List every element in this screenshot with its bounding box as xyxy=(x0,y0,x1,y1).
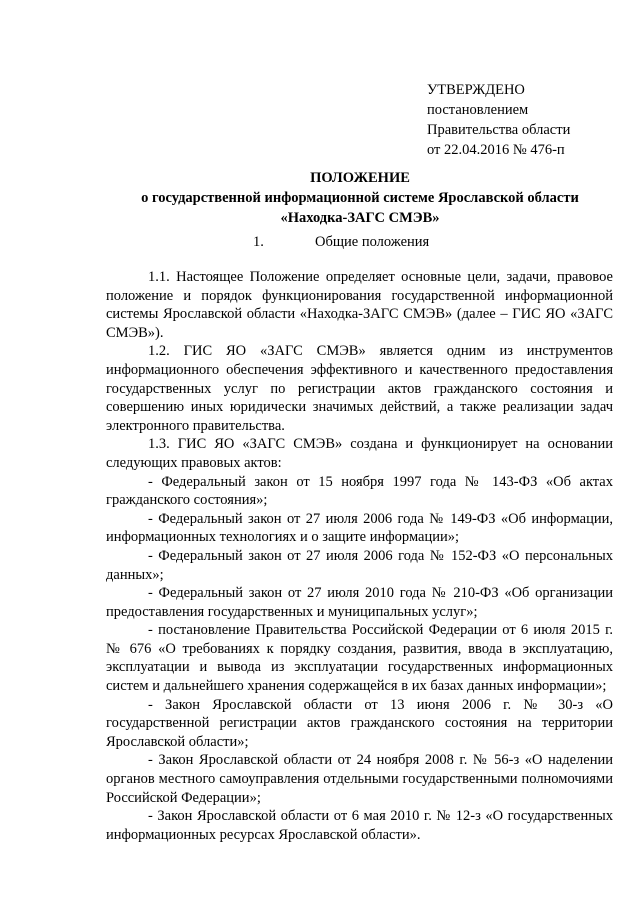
approval-line-government: Правительства области xyxy=(427,122,571,138)
paragraph-1-2: 1.2. ГИС ЯО «ЗАГС СМЭВ» является одним из инструментов информационного обеспечения эффективного и качественного предоставления государственных услуг по регистрации актов гражданского состояния и совершению иных юридически значимых действий, а также реализации задач электронного правительства. xyxy=(106,343,613,434)
section-number: 1. xyxy=(253,234,264,250)
approval-line-resolution: постановлением xyxy=(427,102,529,118)
paragraph-1-1: 1.1. Настоящее Положение определяет основные цели, задачи, правовое положение и порядок функционирования государственной информационной системы Ярославской области «Находка-ЗАГС СМЭВ» (далее – ГИС ЯО «ЗАГС СМЭВ»). xyxy=(106,269,613,341)
legal-act-item: - Федеральный закон от 15 ноября 1997 года № 143-ФЗ «Об актах гражданского состояния»; xyxy=(106,473,613,509)
legal-act-item: - Закон Ярославской области от 6 мая 2010 г. № 12-з «О государственных информационных ресурсах Ярославской области». xyxy=(106,808,613,843)
paragraph-1-3: 1.3. ГИС ЯО «ЗАГС СМЭВ» создана и функционирует на основании следующих правовых актов: xyxy=(106,436,613,471)
legal-act-item: - постановление Правительства Российской Федерации от 6 июля 2015 г. № 676 «О требованиях к порядку создания, развития, ввода в эксплуатацию, эксплуатации и вывода из эксплуатации государственных информационных систем и дальнейшего хранения содержащейся в их базах данных информации»; xyxy=(106,622,613,695)
document-body xyxy=(106,268,613,844)
title-line-2: о государственной информационной системе Ярославской области xyxy=(141,190,579,206)
document-title xyxy=(40,168,640,228)
section-title: Общие положения xyxy=(315,234,430,250)
approval-line-date-number: от 22.04.2016 № 476-п xyxy=(427,142,565,158)
approval-line-approved: УТВЕРЖДЕНО xyxy=(427,82,525,98)
legal-act-item: - Закон Ярославской области от 13 июня 2006 г. № 30-з «О государственной регистрации актов гражданского состояния на территории Ярославской области»; xyxy=(106,696,613,750)
legal-act-item: - Федеральный закон от 27 июля 2010 года № 210-ФЗ «Об организации предоставления государственных и муниципальных услуг»; xyxy=(106,585,613,620)
title-line-3: «Находка-ЗАГС СМЭВ» xyxy=(280,210,440,226)
section-heading xyxy=(253,232,429,252)
legal-act-item: - Федеральный закон от 27 июля 2006 года № 152-ФЗ «О персональных данных»; xyxy=(106,547,613,583)
title-line-1: ПОЛОЖЕНИЕ xyxy=(310,170,410,186)
approval-stamp xyxy=(427,80,570,160)
legal-act-item: - Закон Ярославской области от 24 ноября 2008 г. № 56-з «О наделении органов местного самоуправления отдельными государственными полномочиями Российской Федерации»; xyxy=(106,752,613,806)
legal-act-item: - Федеральный закон от 27 июля 2006 года № 149-ФЗ «Об информации, информационных технологиях и о защите информации»; xyxy=(106,510,613,546)
